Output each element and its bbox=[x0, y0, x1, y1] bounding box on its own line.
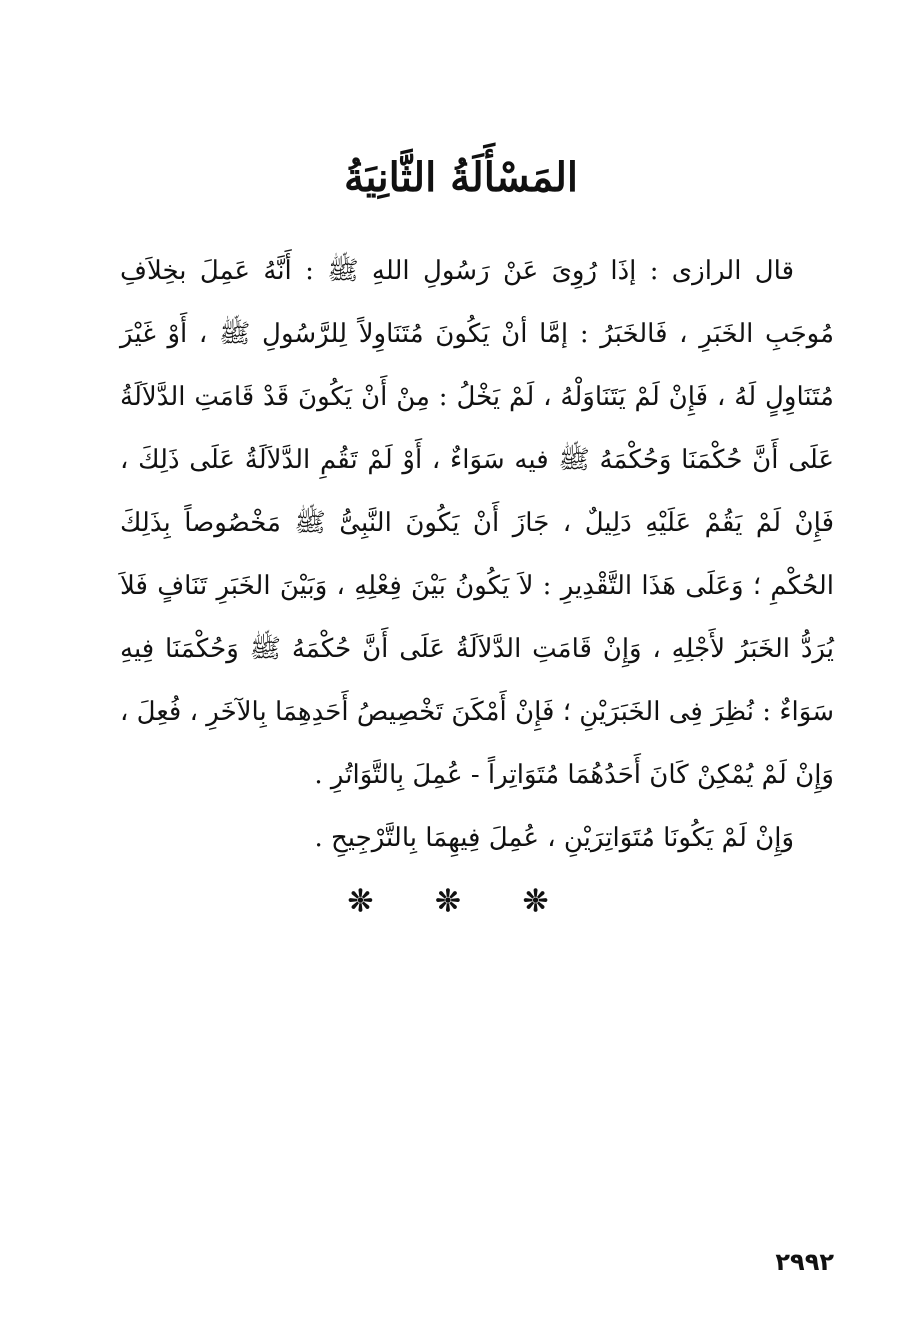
page-number: ٢٩٩٢ bbox=[775, 1248, 834, 1276]
section-heading: المَسْأَلَةُ الثَّانِيَةُ bbox=[343, 154, 579, 201]
paragraph-main: قال الرازى : إذَا رُوِىَ عَنْ رَسُولِ اللهِ ﷺ : أَنَّهُ عَمِلَ بخِلاَفِ مُوجَبِ الخَبَرِ ، فَالخَبَرُ : إمَّا أنْ يَكُونَ مُتَنَاوِلاً لِلرَّسُولِ ﷺ ، أَوْ غَيْرَ مُتَنَاوِلٍ لَهُ ، فَإِنْ لَمْ يَتَنَاوَلْهُ ، لَمْ يَخْلُ : مِنْ أَنْ يَكُونَ قَدْ قَامَتِ الدَّلاَلَةُ عَلَى أَنَّ حُكْمَنَا وَحُكْمَهُ ﷺ فيه سَوَاءٌ ، أَوْ لَمْ تَقُمِ الدَّلاَلَةُ عَلَى ذَلِكَ ، فَإِنْ لَمْ يَقُمْ عَلَيْهِ دَلِيلٌ ، جَازَ أَنْ يَكُونَ النَّبِىُّ ﷺ مَخْصُوصاً بِذَلِكَ الحُكْمِ ؛ وَعَلَى هَذَا التَّقْدِيرِ : لاَ يَكُونُ بَيْنَ فِعْلِهِ ، وَبَيْنَ الخَبَرِ تَنَافٍ فَلاَ يُرَدُّ الخَبَرُ لأَجْلِهِ ، وَإِنْ قَامَتِ الدَّلاَلَةُ عَلَى أَنَّ حُكْمَهُ ﷺ وَحُكْمَنَا فِيهِ سَوَاءٌ : نُظِرَ فِى الخَبَرَيْنِ ؛ فَإِنْ أَمْكَنَ تَخْصِيصُ أَحَدِهِمَا بِالآخَرِ ، فُعِلَ ، وَإِنْ لَمْ يُمْكِنْ كَانَ أَحَدُهُمَا مُتَوَاتِراً - عُمِلَ بِالتَّوَاتُرِ . bbox=[120, 256, 834, 790]
section-separator: ❊ ❊ ❊ bbox=[347, 884, 575, 919]
body-text bbox=[120, 240, 834, 870]
paragraph-conclusion: وَإِنْ لَمْ يَكُونَا مُتَوَاتِرَيْنِ ، عُمِلَ فِيهِمَا بِالتَّرْجِيحِ . bbox=[314, 823, 794, 853]
